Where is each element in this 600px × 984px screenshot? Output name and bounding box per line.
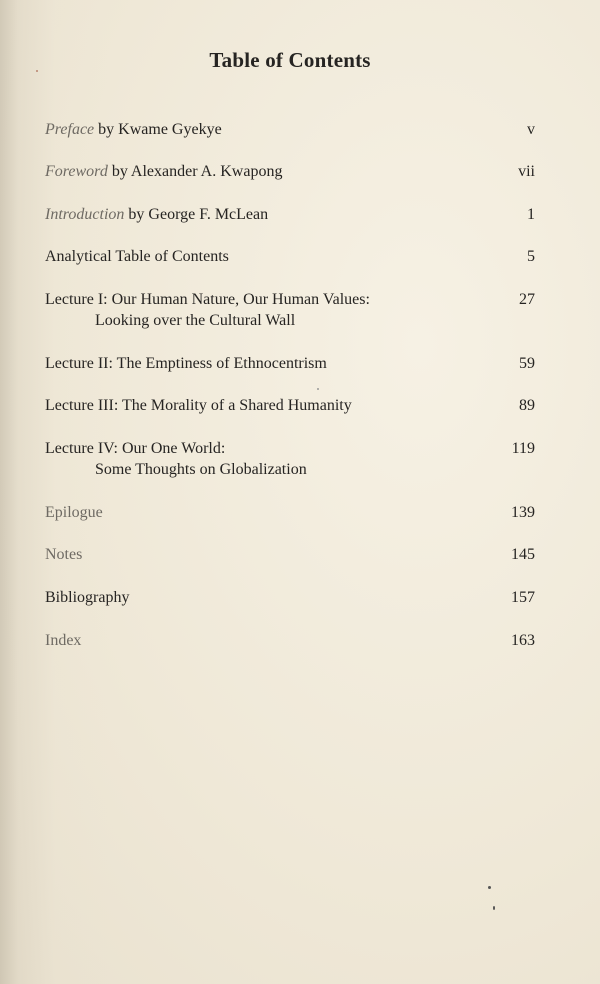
toc-entry-label-line2: Looking over the Cultural Wall (95, 312, 296, 329)
toc-entry-label: Analytical Table of Contents (45, 248, 229, 265)
toc-entry-label-rest: by Alexander A. Kwapong (107, 163, 283, 180)
toc-entry-page-number: 89 (519, 397, 535, 414)
toc-entry-label-rest: by George F. McLean (124, 206, 269, 223)
toc-entry-label: Epilogue (45, 504, 103, 521)
toc-entry-page-number: 157 (511, 589, 535, 606)
toc-entry-label (45, 204, 475, 225)
toc-entry-page-number: 119 (511, 440, 535, 457)
toc-entry-page-number: 59 (519, 355, 535, 372)
toc-entry-page-number: vii (518, 163, 535, 180)
toc-entry-label-italic: Preface (45, 121, 95, 138)
ink-speck (488, 886, 491, 889)
toc-entry-page-number: 145 (511, 546, 535, 563)
toc-entry-label: Notes (45, 546, 83, 563)
ink-speck (317, 388, 319, 390)
toc-entry-label: Lecture I: Our Human Nature, Our Human Values: (45, 291, 370, 308)
toc-entry-label-italic: Introduction (45, 206, 125, 223)
toc-entry-label: Index (45, 632, 82, 649)
ink-speck (493, 906, 495, 910)
toc-entry-label (45, 119, 475, 140)
toc-entry-label (45, 161, 475, 182)
toc-entry-label: Lecture IV: Our One World: (45, 440, 226, 457)
toc-entry-page-number: 27 (519, 291, 535, 308)
toc-entry-label: Bibliography (45, 589, 130, 606)
toc-entry-label: Lecture III: The Morality of a Shared Humanity (45, 397, 352, 414)
ink-speck (36, 70, 38, 72)
page-title: Table of Contents (209, 48, 371, 72)
toc-entry-page-number: 139 (511, 504, 535, 521)
toc-entry-page-number: v (527, 121, 535, 138)
toc-entry-page-number: 1 (527, 206, 535, 223)
toc-entry-label-italic: Foreword (45, 163, 108, 180)
toc-entry-label: Lecture II: The Emptiness of Ethnocentrism (45, 355, 327, 372)
toc-entry-page-number: 163 (511, 632, 535, 649)
toc-entry-label-line2: Some Thoughts on Globalization (95, 461, 307, 478)
toc-entry-label-rest: by Kwame Gyekye (94, 121, 222, 138)
toc-entry-page-number: 5 (527, 248, 535, 265)
